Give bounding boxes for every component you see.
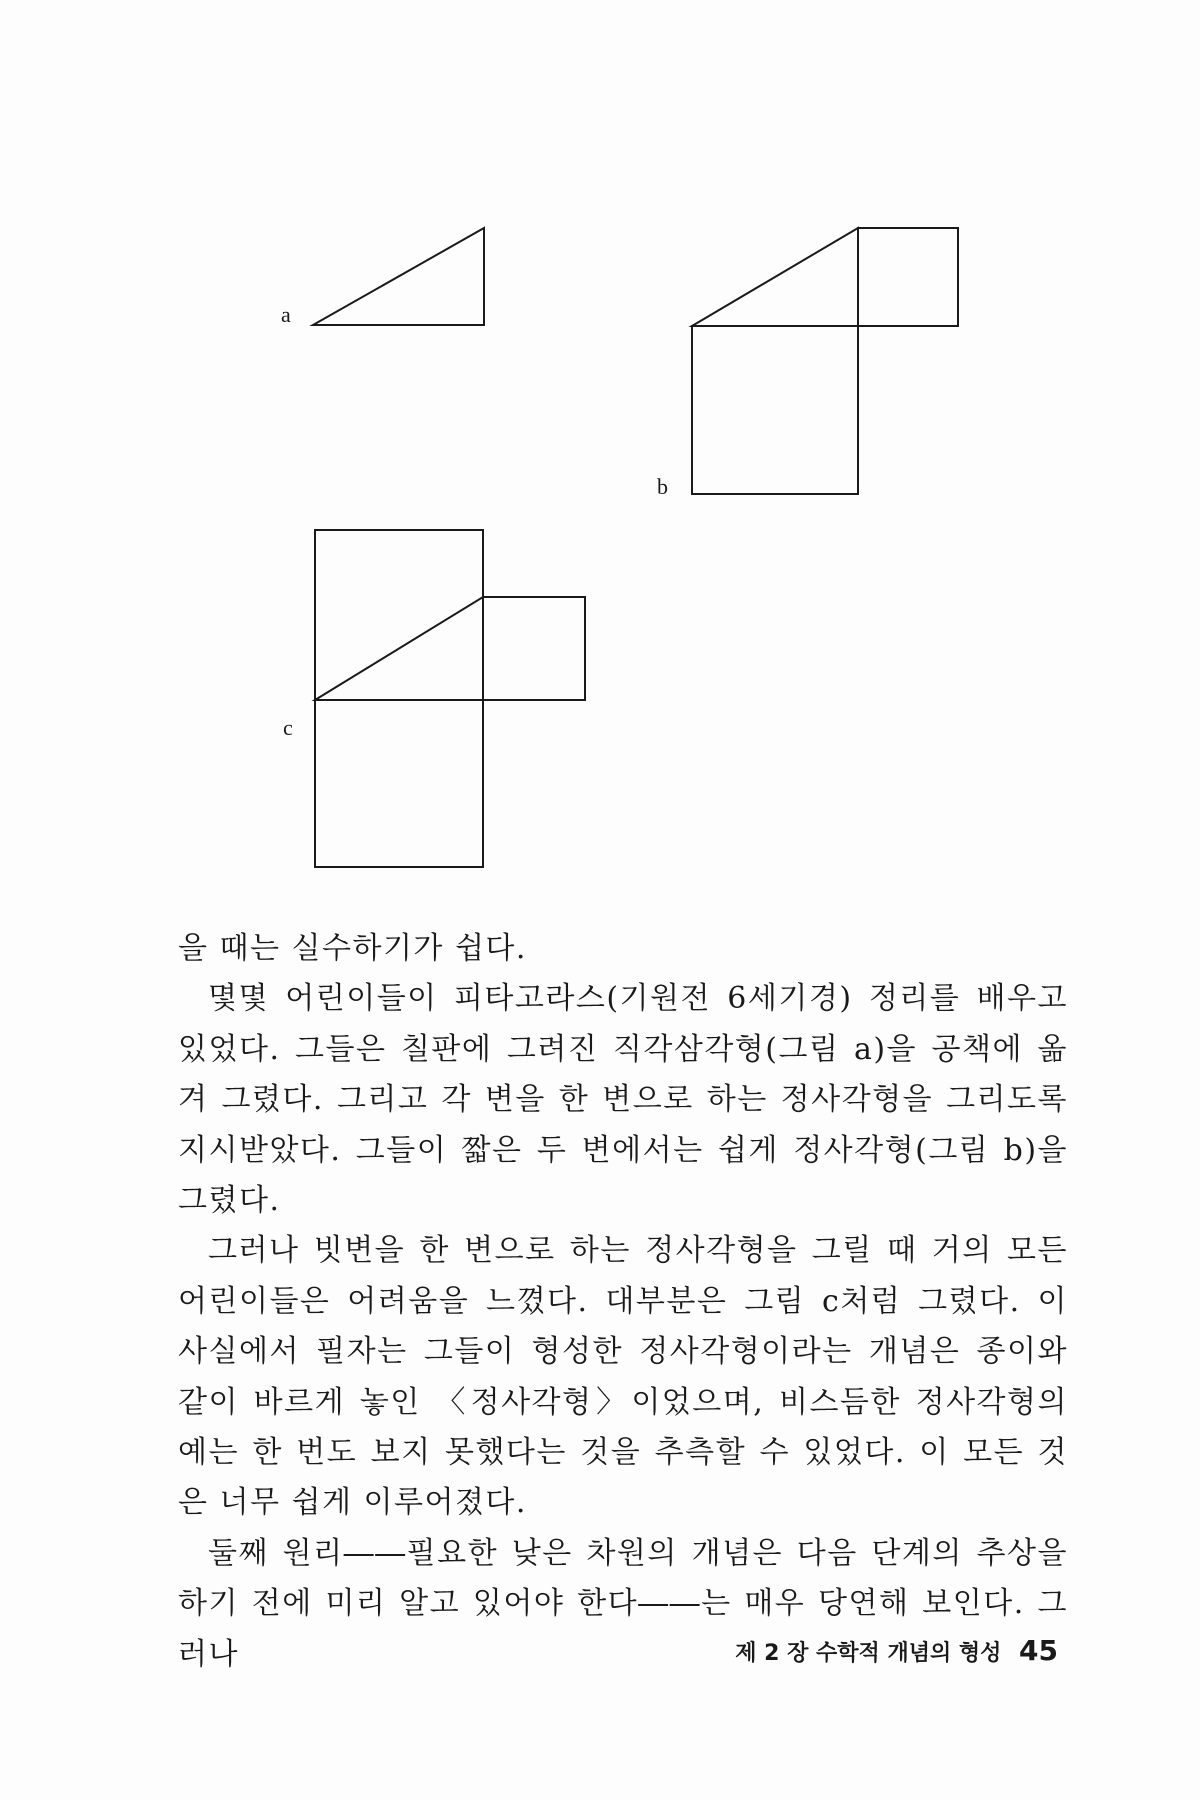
page-footer <box>735 1634 1058 1667</box>
body-text <box>178 924 1068 1680</box>
paragraph-continuation: 을 때는 실수하기가 쉽다. <box>178 931 527 966</box>
figure-b <box>657 228 958 499</box>
figure-c-right-triangle <box>315 597 483 700</box>
figure-c-square-long-side <box>315 700 483 867</box>
figure-c-square-short-side <box>483 597 585 700</box>
figure-c-upright-square-hypotenuse <box>315 530 483 700</box>
figure-b-right-triangle <box>692 228 858 326</box>
figure-a <box>281 228 484 327</box>
paragraph-hypotenuse-difficulty: 그러나 빗변을 한 변으로 하는 정사각형을 그릴 때 거의 모든 어린이들은 어려움을 느꼈다. 대부분은 그림 c처럼 그렸다. 이 사실에서 필자는 그들이 형성한 정사각형이라는 개념은 종이와 같이 바르게 놓인 〈정사각형〉이었으며, 비스듬한 정사각형의 예는 한 번도 보지 못했다는 것을 추측할 수 있었다. 이 모든 것은 너무 쉽게 이루어졌다. <box>178 1233 1068 1521</box>
chapter-title: 제 2 장 수학적 개념의 형성 <box>735 1641 1002 1666</box>
figure-a-label: a <box>281 302 291 327</box>
figure-c-label: c <box>283 715 293 740</box>
figure-b-label: b <box>657 474 668 499</box>
figure-b-square-long-side <box>692 326 858 494</box>
page-number: 45 <box>1019 1634 1058 1667</box>
figure-c <box>283 530 585 867</box>
figure-b-square-short-side <box>858 228 958 326</box>
paragraph-pythagoras-lesson: 몇몇 어린이들이 피타고라스(기원전 6세기경) 정리를 배우고 있었다. 그들은 칠판에 그려진 직각삼각형(그림 a)을 공책에 옮겨 그렸다. 그리고 각 변을 한 변으로 하는 정사각형을 그리도록 지시받았다. 그들이 짧은 두 변에서는 쉽게 정사각형(그림 b)을 그렸다. <box>178 981 1068 1219</box>
paragraph-second-principle: 둘째 원리――필요한 낮은 차원의 개념은 다음 단계의 추상을 하기 전에 미리 알고 있어야 한다――는 매우 당연해 보인다. 그러나 <box>178 1535 1068 1672</box>
figure-a-right-triangle <box>313 228 484 325</box>
